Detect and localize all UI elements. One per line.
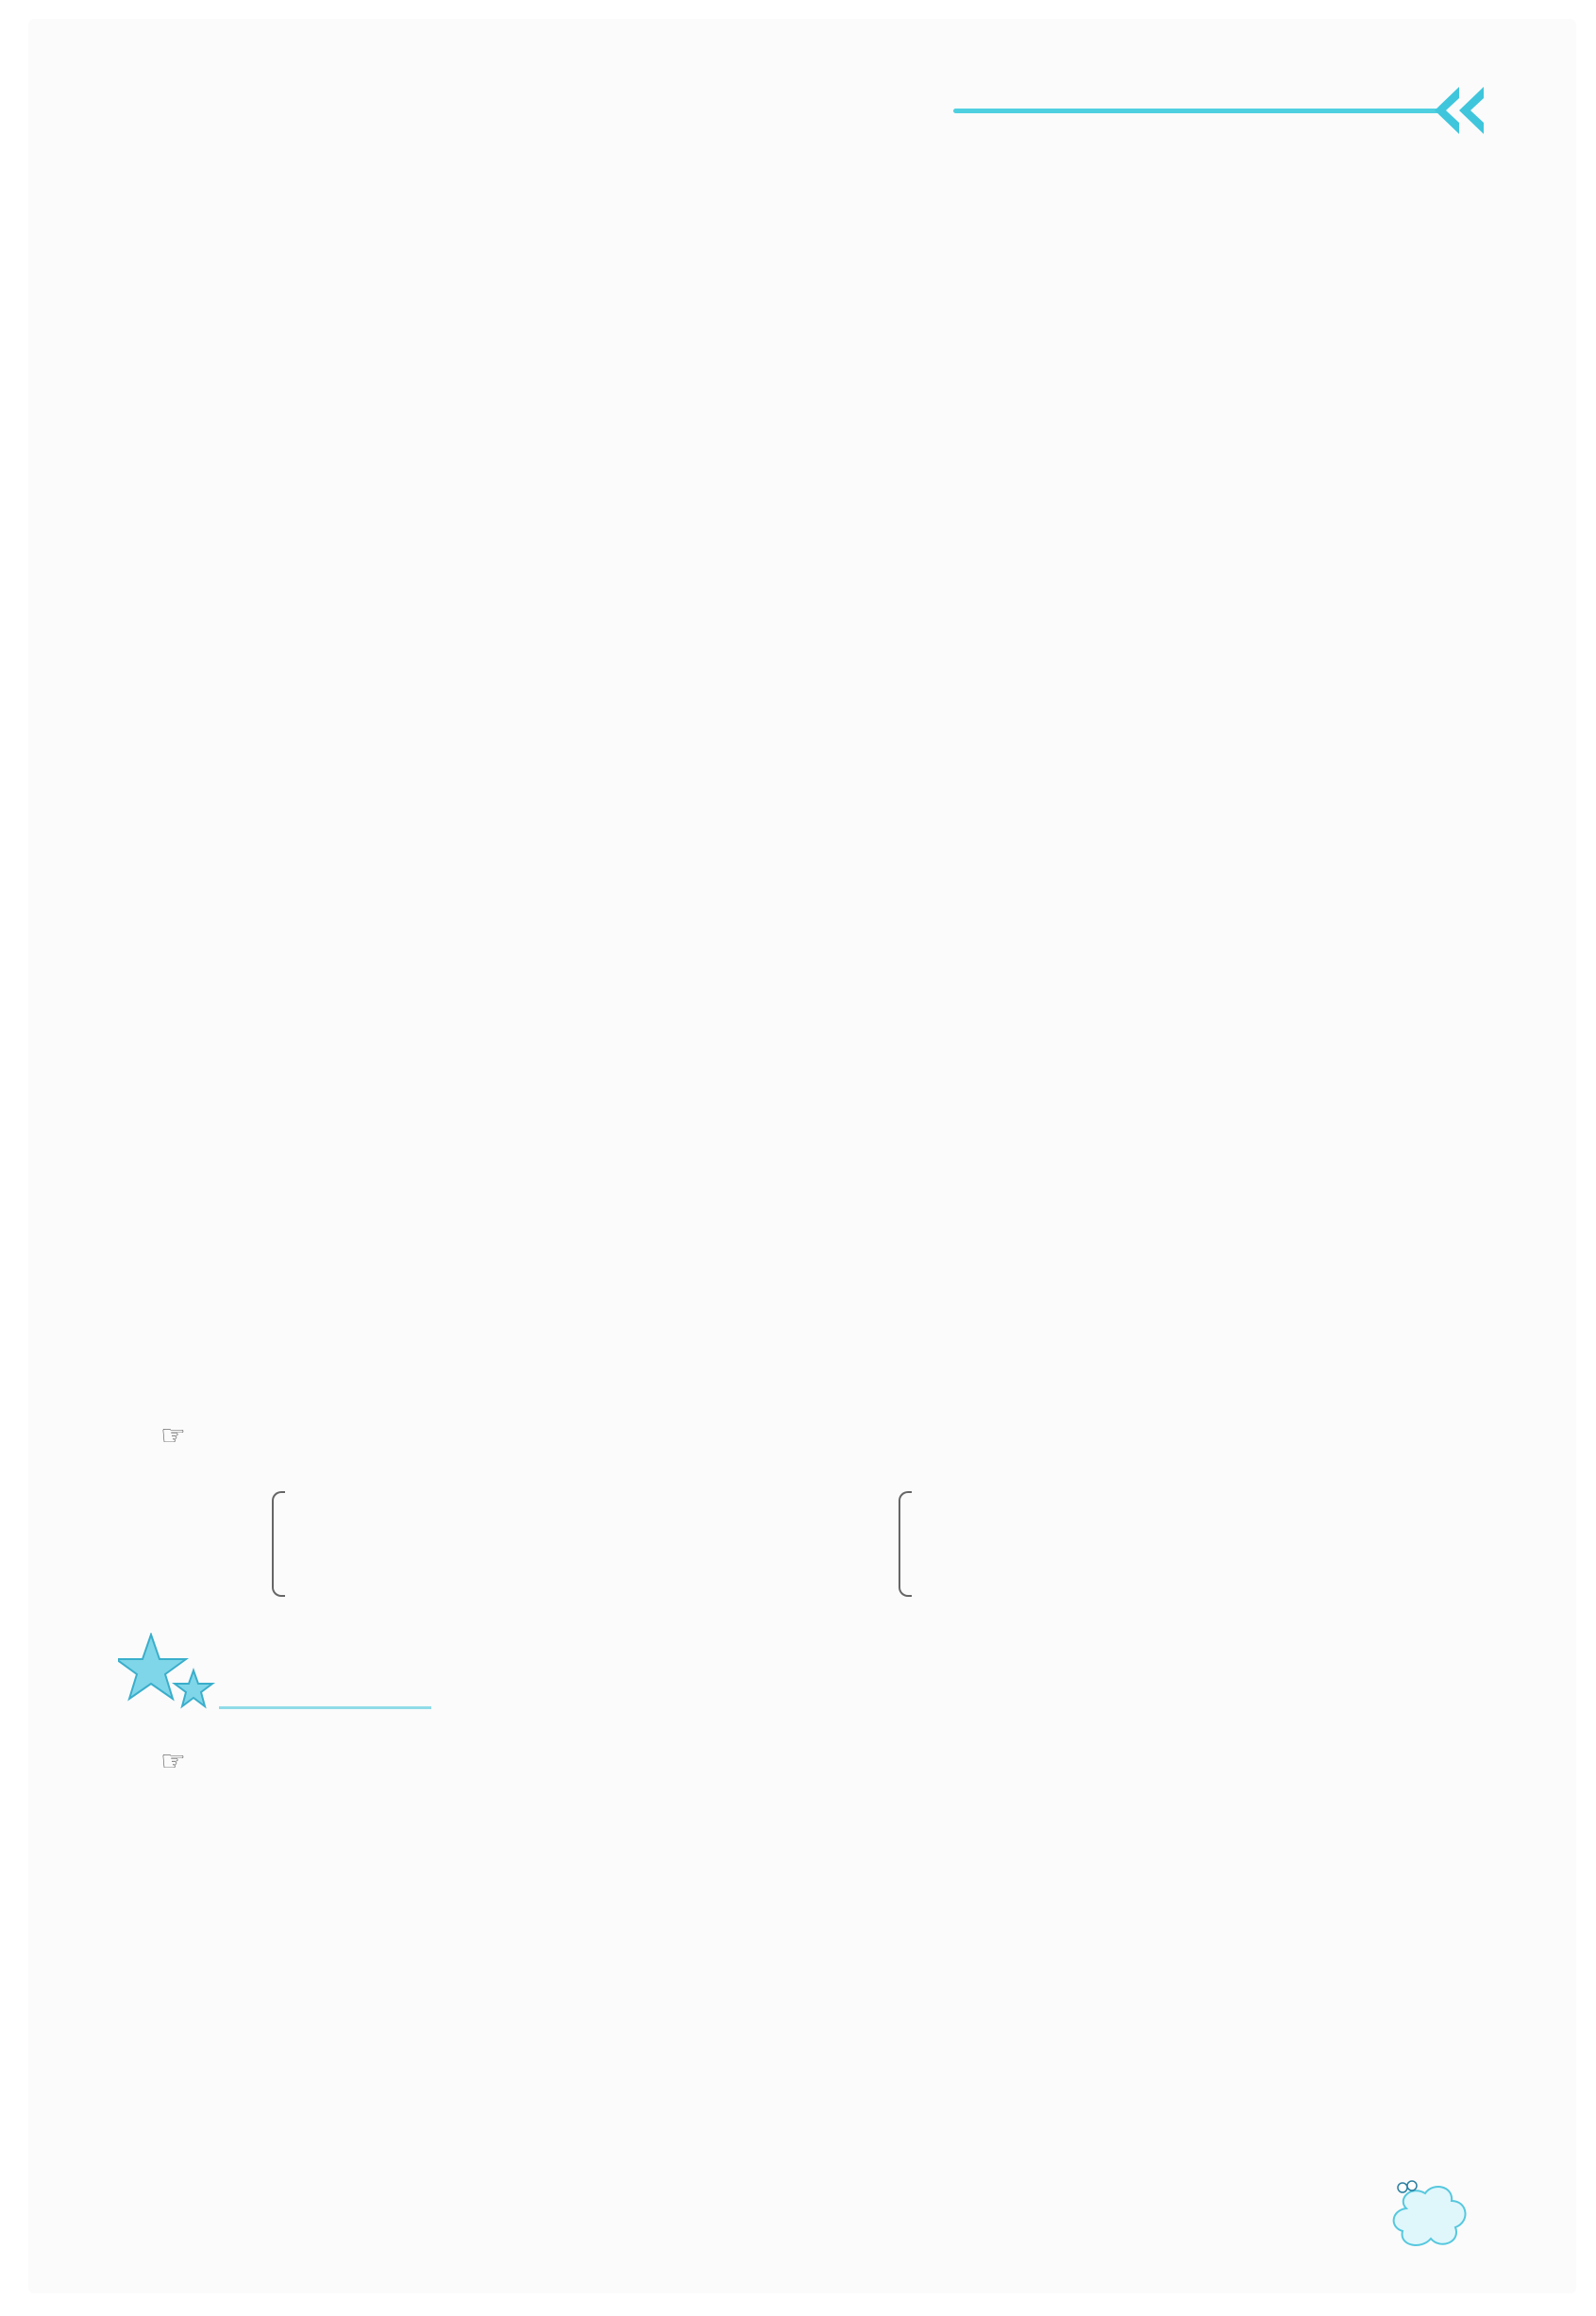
page-number-badge — [1387, 2180, 1472, 2252]
stars-icon — [118, 1633, 222, 1718]
page-background — [28, 19, 1576, 2293]
pointing-hand-icon: ☞ — [160, 1419, 186, 1452]
title-underline — [219, 1706, 431, 1709]
butterfly-icon — [1398, 2183, 1407, 2192]
double-chevron-icon — [1435, 87, 1491, 134]
word-explain-heading — [160, 1737, 192, 1780]
header-rule — [953, 109, 1444, 113]
brace — [899, 1491, 912, 1597]
brace — [272, 1491, 285, 1597]
polyphone-heading — [160, 1411, 192, 1454]
pointing-hand-icon: ☞ — [160, 1745, 186, 1778]
